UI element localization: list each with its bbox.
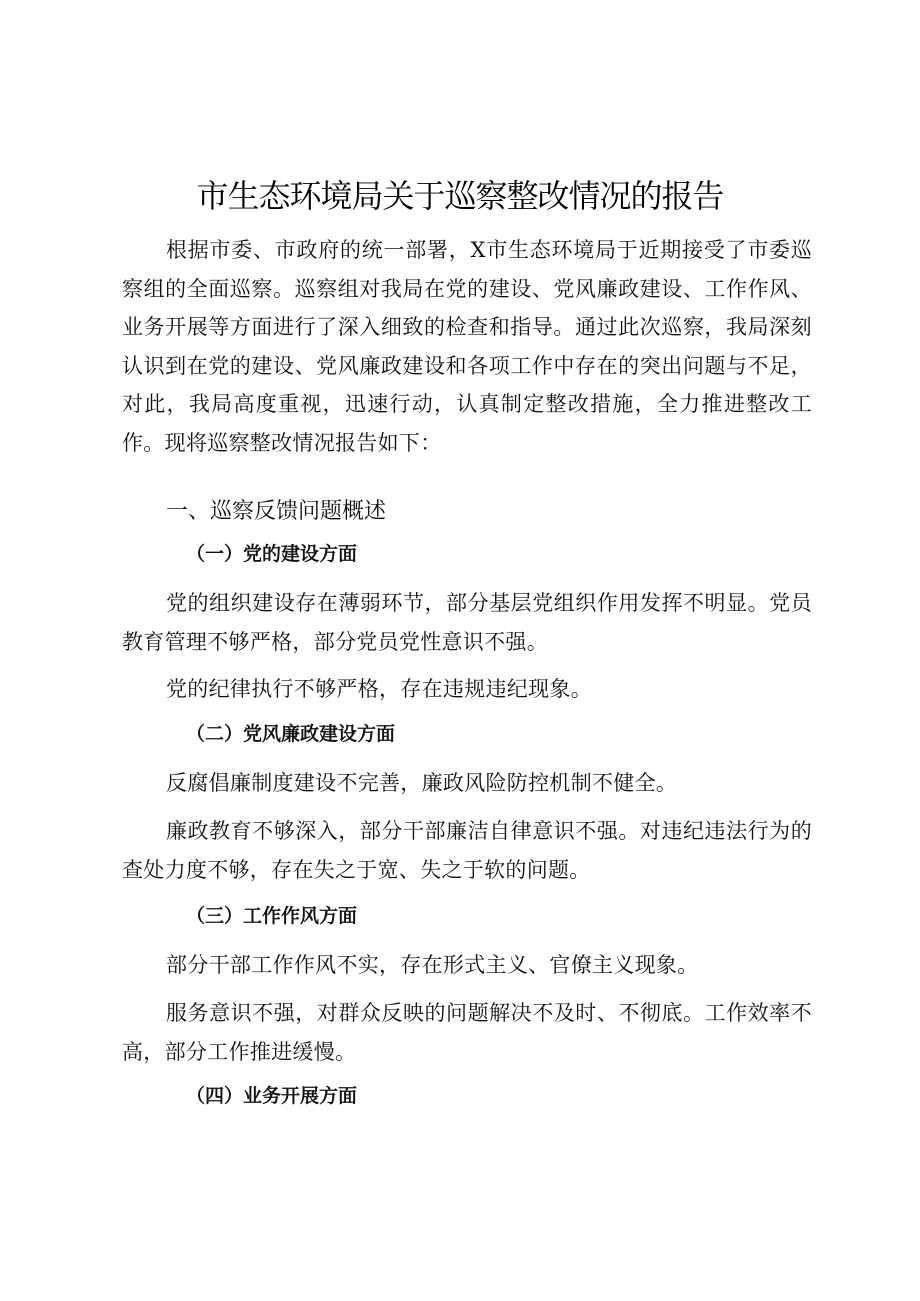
- clean-governance-paragraph-2: 廉政教育不够深入，部分干部廉洁自律意识不强。对违纪违法行为的查处力度不够，存在失之于宽、失之于软的问题。: [122, 819, 812, 882]
- section-heading-feedback-overview: 一、巡察反馈问题概述: [166, 499, 387, 524]
- clean-governance-paragraph-1: 反腐倡廉制度建设不完善，廉政风险防控机制不健全。: [166, 771, 678, 795]
- subheading-clean-governance: （二）党风廉政建设方面: [186, 723, 396, 745]
- subheading-party-building: （一）党的建设方面: [186, 543, 358, 565]
- party-building-paragraph-2: 党的纪律执行不够严格，存在违规违纪现象。: [166, 677, 592, 701]
- subheading-work-style: （三）工作作风方面: [186, 905, 358, 927]
- work-style-paragraph-1: 部分干部工作作风不实，存在形式主义、官僚主义现象。: [166, 953, 699, 977]
- work-style-paragraph-2: 服务意识不强，对群众反映的问题解决不及时、不彻底。工作效率不高，部分工作推进缓慢。: [122, 1001, 812, 1064]
- subheading-business-operations: （四）业务开展方面: [186, 1085, 358, 1107]
- party-building-paragraph-1: 党的组织建设存在薄弱环节，部分基层党组织作用发挥不明显。党员教育管理不够严格，部分党员党性意识不强。: [122, 591, 812, 654]
- intro-paragraph: 根据市委、市政府的统一部署，X市生态环境局于近期接受了市委巡察组的全面巡察。巡察组对我局在党的建设、党风廉政建设、工作作风、业务开展等方面进行了深入细致的检查和指导。通过此次巡察，我局深刻认识到在党的建设、党风廉政建设和各项工作中存在的突出问题与不足，对此，我局高度重视，迅速行动，认真制定整改措施，全力推进整改工作。现将巡察整改情况报告如下：: [122, 238, 812, 455]
- document-title: 市生态环境局关于巡察整改情况的报告: [196, 177, 724, 215]
